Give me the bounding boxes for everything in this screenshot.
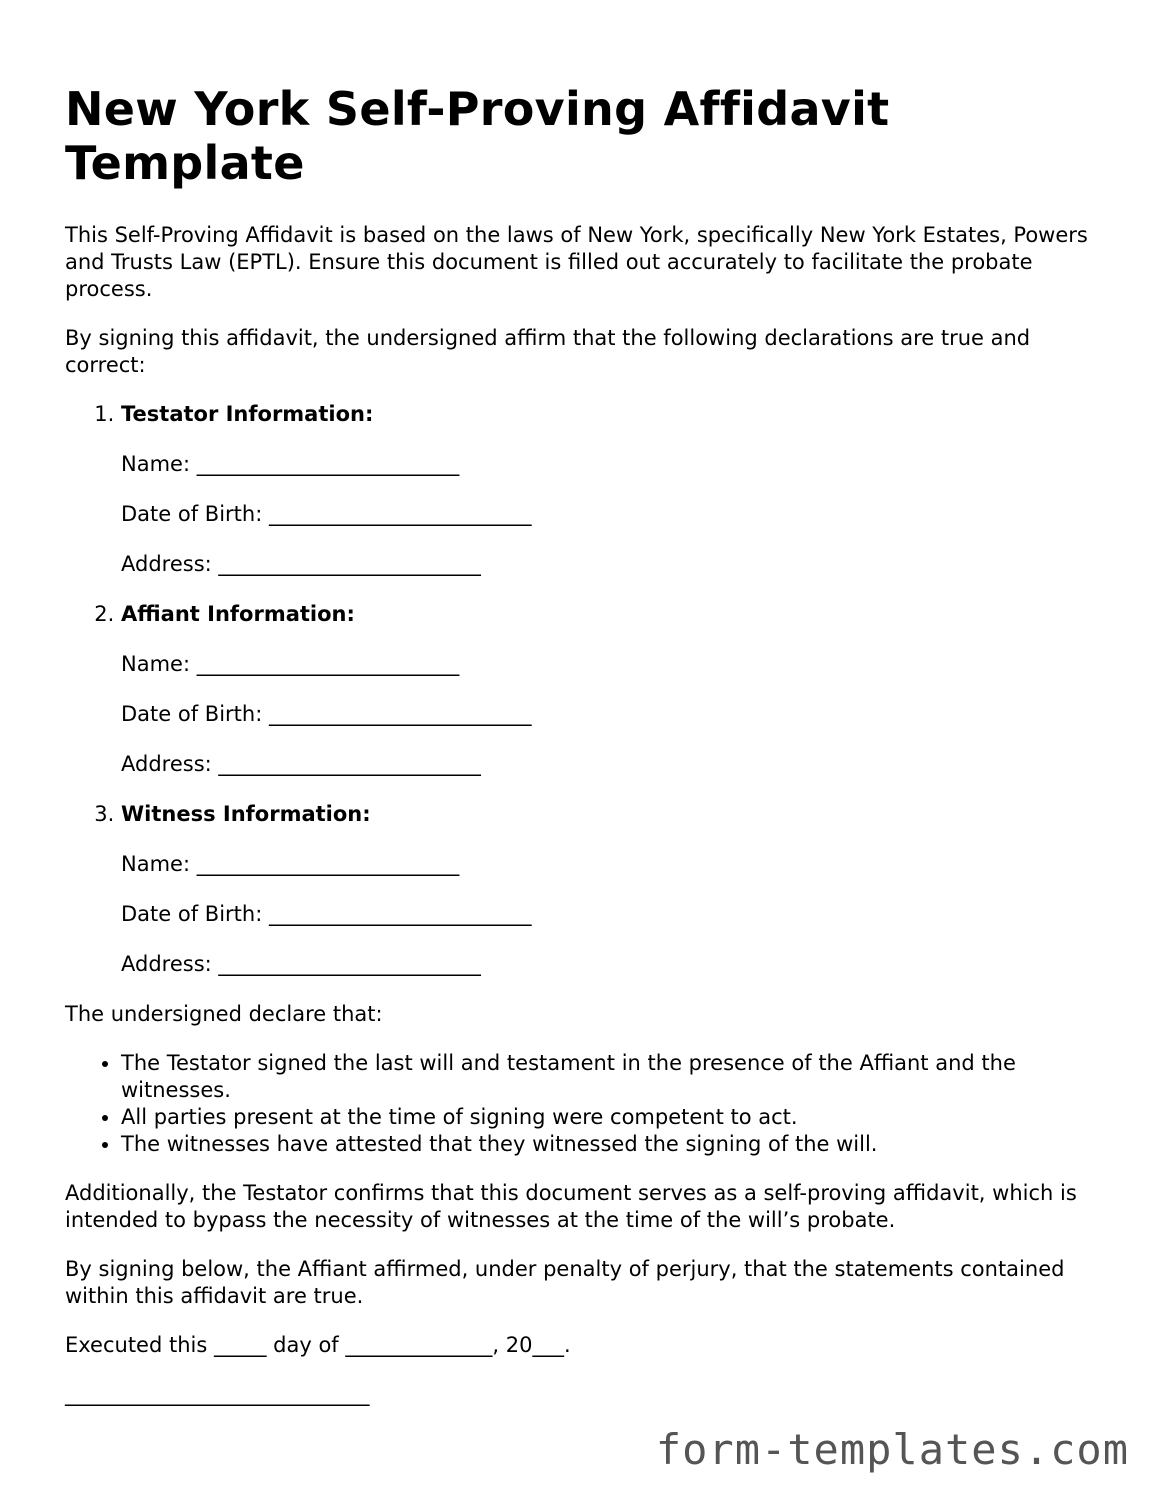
list-item: • All parties present at the time of signing were competent to act. [121,1104,1105,1131]
executed-line[interactable]: Executed this _____ day of ______________, 20___. [65,1333,571,1357]
section-affiant [121,601,1105,778]
section-title: 3. Witness Information: [121,802,371,826]
declare-intro: The undersigned declare that: [65,1002,383,1026]
document-page [65,82,1105,1408]
additionally-paragraph: Additionally, the Testator confirms that this document serves as a self-proving affidavit, which is intended to bypass the necessity of witnesses at the time of the will’s probate. [65,1181,1077,1232]
testator-address-field[interactable]: Address: _________________________ [121,552,481,576]
witness-name-field[interactable]: Name: _________________________ [121,852,460,876]
intro-paragraph: This Self-Proving Affidavit is based on the laws of New York, specifically New York Estates, Powers and Trusts Law (EPTL). Ensure this document is filled out accurately to facilitate the probate process. [65,223,1088,301]
witness-address-field[interactable]: Address: _________________________ [121,952,481,976]
list-item: • The witnesses have attested that they witnessed the signing of the will. [121,1131,1105,1158]
affirm-paragraph: By signing this affidavit, the undersigned affirm that the following declarations are true and correct: [65,326,1031,377]
section-title: 1. Testator Information: [121,402,374,426]
section-title: 2. Affiant Information: [121,602,355,626]
testator-dob-field[interactable]: Date of Birth: _________________________ [121,502,532,526]
declarations-list [65,1050,1105,1158]
witness-dob-field[interactable]: Date of Birth: _________________________ [121,902,532,926]
information-sections [65,401,1105,978]
section-witness [121,801,1105,978]
affiant-name-field[interactable]: Name: _________________________ [121,652,460,676]
perjury-paragraph: By signing below, the Affiant affirmed, under penalty of perjury, that the statements contained within this affidavit are true. [65,1257,1065,1308]
signature-line[interactable]: _____________________________ [65,1382,370,1406]
affiant-dob-field[interactable]: Date of Birth: _________________________ [121,702,532,726]
document-title: New York Self-Proving Affidavit Template [65,82,890,190]
section-testator [121,401,1105,578]
watermark: form-templates.com [655,1425,1129,1474]
affiant-address-field[interactable]: Address: _________________________ [121,752,481,776]
list-item: • The Testator signed the last will and testament in the presence of the Affiant and the witnesses. [121,1050,1105,1104]
testator-name-field[interactable]: Name: _________________________ [121,452,460,476]
